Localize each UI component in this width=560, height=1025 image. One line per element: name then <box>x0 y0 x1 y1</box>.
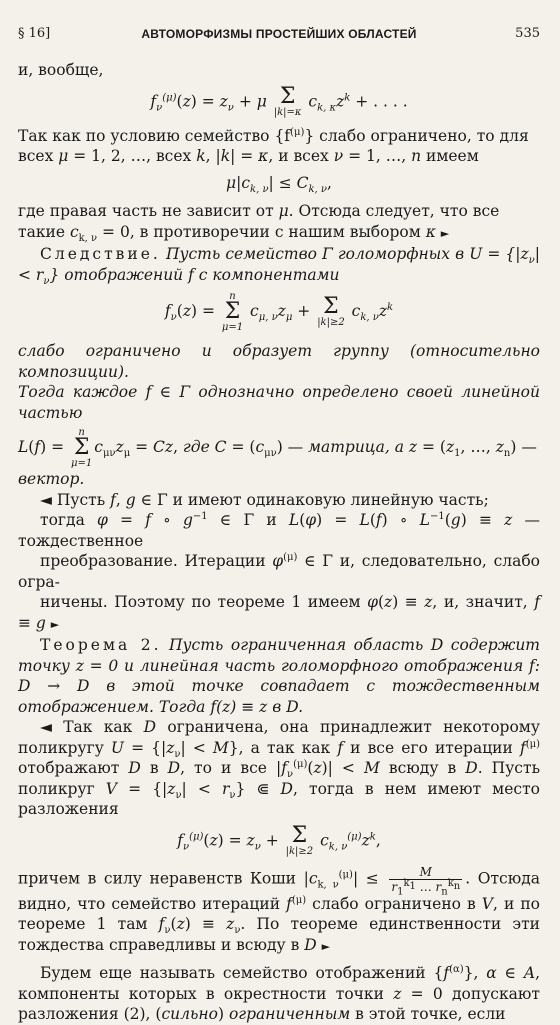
running-header <box>18 26 540 46</box>
paragraph-3: где правая часть не зависит от μ. Отсюда следует, что все такие $c_{k, \nu} = 0$, в противоречии с нашим выбором κ ► <box>18 202 500 244</box>
corollary-linear-part: L(f) = n Σ μ=1 $c_{\mu\nu}z_\mu = Cz$, где $C = (c_{\mu\nu})$ — матрица, а $z = (z_1$, …, $z_n$) — вектор. <box>18 427 537 488</box>
page-number: 535 <box>515 26 540 41</box>
section-ref: § 16] <box>18 26 51 41</box>
proof-theorem-2: ◄ Так как D ограничена, она принадлежит некоторому поликругу $U = \{|z_\nu| < M\}$, а так как f и все его итерации $f^{(\mu)}$ отображают D в D, то и все $|f_\nu^{(\mu)}(z)| < M$ всюду в D. Пусть поликруг $V = \{|z_\nu| < r_\nu\}$ ⋐ D, тогда в нем имеют место разложения <box>18 718 541 818</box>
corollary: Следствие. Пусть семейство Γ голоморфных в $U = \{|z_\nu| < r_\nu\}$ отображений f с компонентами <box>18 245 540 287</box>
theorem-label: Теорема 2. <box>40 636 162 654</box>
chapter-title: АВТОМОРФИЗМЫ ПРОСТЕЙШИХ ОБЛАСТЕЙ <box>141 27 417 41</box>
equation-4: $f_\nu^{(\mu)}(z) = z_\nu$ + Σ |k|≥2 $c_{k, \nu}^{(\mu)}z^k$, <box>177 822 381 857</box>
paragraph-last: Будем еще называть семейство отображений $\{f^{(\alpha)}\}$, α ∈ A, компоненты которых в окрестности точки z = 0 допускают разложения (2), (сильно) ограниченным в этой точке, если <box>18 963 541 1023</box>
equation-3: $f_\nu(z)$ = n Σ μ=1 $c_{\mu, \nu}z_\mu$ + Σ |k|≥2 $c_{k, \nu}z^k$ <box>164 291 394 333</box>
page-body <box>18 60 540 1025</box>
equation-1: $f_\nu^{(\mu)}(z) = z_\nu + \mu$ Σ |k|=κ $c_{k, \kappa}z^k$ + . . . . <box>150 83 408 118</box>
equation-2: $\mu|c_{k, \nu}| \le C_{k, \nu}$, <box>226 173 332 195</box>
paragraph-intro: и, вообще, <box>18 61 104 79</box>
proof-corollary: ◄ Пусть f, g ∈ Γ и имеют одинаковую линейную часть; тогда φ = f ∘ $g^{-1}$ ∈ Γ и L(φ) = L(f) ∘ $L^{-1}(g) \equiv z$ — тождественное преобразование. Итерации $\varphi^{(\mu)}$ ∈ Γ и, следовательно, слабо огра- ничены. Поэтому по теореме 1 имеем φ(z) ≡ z, и, значит, f ≡ g ► <box>18 490 540 632</box>
corollary-statement: слабо ограничено и образует группу (относительно композиции). Тогда каждое f ∈ Γ однозначно определено своей линейной частью <box>18 342 540 422</box>
proof-theorem-2-continued: причем в силу неравенств Коши $|c_{k, \nu}^{(\mu)}|$ ≤ $\frac{M}{r_1^{k_1} \dots r_n^{k_n}}$ . Отсюда видно, что семейство итераций $f^{(\mu)}$ слабо ограничено в V, и по теореме 1 там $f_\nu(z) \equiv z_\nu$. По теореме единственности эти тождества справедливы и всюду в D ► <box>18 864 540 954</box>
paragraph-2: Так как по условию семейство $\{f^{(\mu)}\}$ слабо ограничено, то для всех μ = 1, 2, …, всех k, |k| = κ, и всех ν = 1, …, n имеем <box>18 126 529 165</box>
theorem-2: Теорема 2. Пусть ограниченная область D содержит точку z = 0 и линейная часть голоморфного отображения f: D → D в этой точке совпадает с тождественным отображением. Тогда f(z) ≡ z в D. <box>18 636 540 716</box>
corollary-label: Следствие. <box>40 245 161 263</box>
